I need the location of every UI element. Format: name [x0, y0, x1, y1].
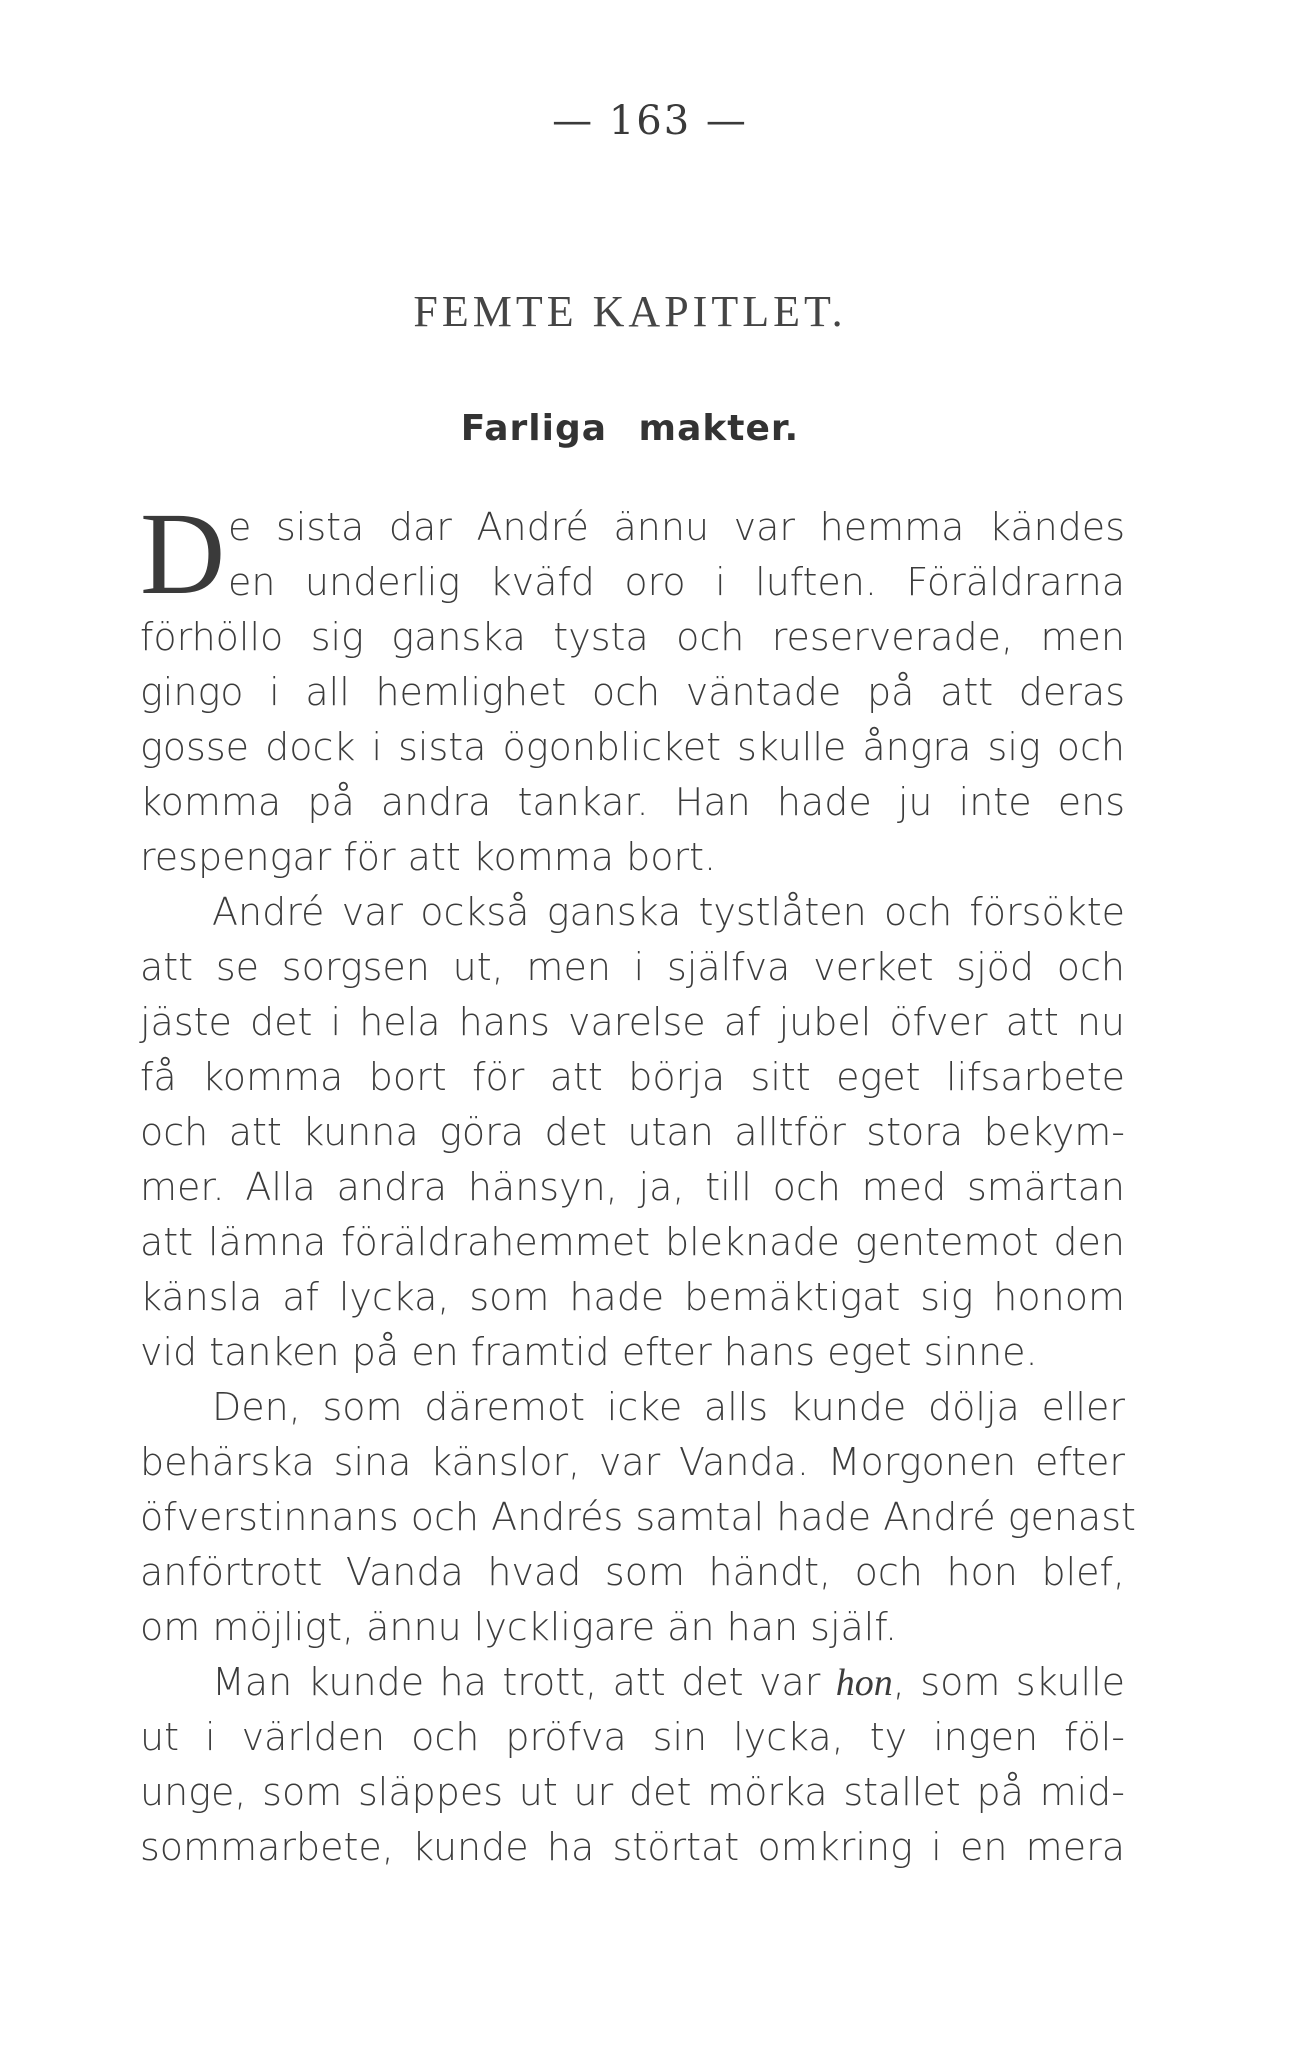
text-segment: , som skulle	[892, 1660, 1126, 1704]
page-number: — 163 —	[552, 98, 748, 144]
text-line: e sista dar André ännu var hemma kändes	[228, 505, 1125, 549]
text-line: gingo i all hemlighet och väntade på att deras	[140, 670, 1125, 714]
text-line: behärska sina känslor, var Vanda. Morgonen efter	[140, 1440, 1125, 1484]
text-line: öfverstinnans och Andrés samtal hade André genast	[140, 1495, 1136, 1539]
paragraph	[140, 1380, 1136, 1655]
paragraph	[140, 488, 1125, 885]
text-line: komma på andra tankar. Han hade ju inte ens	[140, 780, 1125, 824]
text-line: jäste det i hela hans varelse af jubel öfver att nu	[140, 1000, 1125, 1044]
chapter-title: FEMTE KAPITLET.	[413, 287, 847, 336]
text-line	[140, 1655, 1125, 1710]
text-line: vid tanken på en framtid efter hans eget sinne.	[140, 1330, 1038, 1374]
text-line: André var också ganska tystlåten och försökte	[212, 890, 1125, 934]
text-line: att lämna föräldrahemmet bleknade gentemot den	[140, 1220, 1125, 1264]
paragraph	[140, 1655, 1125, 1875]
text-line: om möjligt, ännu lyckligare än han själf.	[140, 1605, 898, 1649]
section-title: Farliga makter.	[460, 408, 800, 449]
italic-word: hon	[835, 1662, 893, 1704]
drop-cap: D	[140, 488, 226, 619]
text-line: ut i världen och pröfva sin lycka, ty ingen föl-	[140, 1715, 1125, 1759]
text-line: få komma bort för att börja sitt eget lifsarbete	[140, 1055, 1125, 1099]
text-segment: Man kunde ha trott, att det var	[212, 1660, 836, 1704]
text-line: respengar för att komma bort.	[140, 835, 717, 879]
text-line: anförtrott Vanda hvad som händt, och hon blef,	[140, 1550, 1125, 1594]
text-line: gosse dock i sista ögonblicket skulle ångra sig och	[140, 725, 1125, 769]
text-line: förhöllo sig ganska tysta och reserverade, men	[140, 615, 1125, 659]
body-text	[140, 488, 1136, 1875]
text-line: en underlig kväfd oro i luften. Föräldrarna	[228, 560, 1125, 604]
text-line: Den, som däremot icke alls kunde dölja eller	[212, 1385, 1125, 1429]
text-line: och att kunna göra det utan alltför stora bekym-	[140, 1110, 1125, 1154]
text-line: unge, som släppes ut ur det mörka stallet på mid-	[140, 1770, 1125, 1814]
text-line: att se sorgsen ut, men i själfva verket sjöd och	[140, 945, 1125, 989]
text-line: sommarbete, kunde ha störtat omkring i en mera	[140, 1825, 1125, 1869]
paragraph	[140, 885, 1125, 1380]
text-line: känsla af lycka, som hade bemäktigat sig honom	[140, 1275, 1125, 1319]
text-line: mer. Alla andra hänsyn, ja, till och med smärtan	[140, 1165, 1125, 1209]
